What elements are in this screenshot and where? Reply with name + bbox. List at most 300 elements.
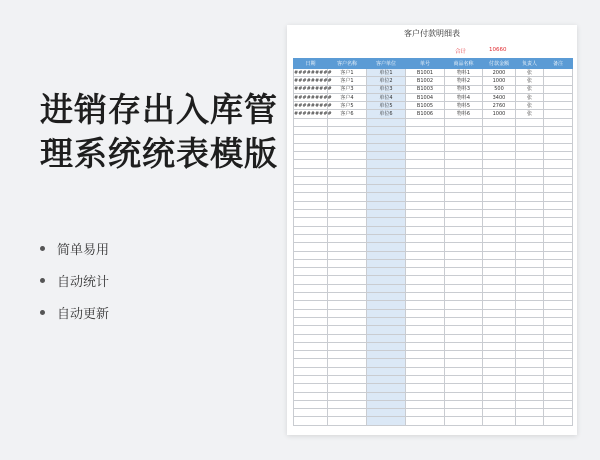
table-cell[interactable]: 客户5 — [328, 102, 367, 110]
column-header[interactable]: 商品名称 — [445, 59, 483, 69]
table-cell[interactable] — [483, 293, 516, 301]
table-cell[interactable]: 客户3 — [328, 85, 367, 93]
table-cell[interactable] — [516, 218, 544, 226]
table-cell[interactable] — [516, 268, 544, 276]
table-cell[interactable] — [406, 301, 445, 309]
table-cell[interactable] — [516, 210, 544, 218]
table-cell[interactable] — [544, 293, 573, 301]
table-cell[interactable] — [367, 375, 406, 383]
table-cell[interactable] — [483, 193, 516, 201]
table-cell[interactable] — [516, 276, 544, 284]
table-cell[interactable] — [483, 326, 516, 334]
table-cell[interactable]: 张 — [516, 69, 544, 77]
table-cell[interactable] — [406, 268, 445, 276]
table-cell[interactable] — [516, 367, 544, 375]
table-cell[interactable] — [445, 392, 483, 400]
table-cell[interactable] — [516, 375, 544, 383]
table-cell[interactable] — [544, 351, 573, 359]
table-cell[interactable] — [406, 293, 445, 301]
table-cell[interactable] — [516, 151, 544, 159]
table-cell[interactable] — [328, 259, 367, 267]
table-cell[interactable] — [294, 160, 328, 168]
table-cell[interactable] — [544, 201, 573, 209]
table-cell[interactable] — [328, 359, 367, 367]
table-cell[interactable] — [406, 176, 445, 184]
table-cell[interactable] — [516, 417, 544, 425]
table-cell[interactable] — [544, 284, 573, 292]
column-header[interactable]: 客户名称 — [328, 59, 367, 69]
table-cell[interactable] — [445, 218, 483, 226]
table-cell[interactable]: B1003 — [406, 85, 445, 93]
table-cell[interactable] — [367, 168, 406, 176]
table-cell[interactable] — [544, 102, 573, 110]
table-cell[interactable]: ######### — [294, 111, 332, 118]
table-cell[interactable] — [367, 284, 406, 292]
table-cell[interactable] — [328, 218, 367, 226]
table-cell[interactable] — [544, 375, 573, 383]
table-cell[interactable] — [483, 160, 516, 168]
table-cell[interactable] — [483, 176, 516, 184]
table-cell[interactable]: 物料2 — [445, 77, 483, 85]
table-cell[interactable] — [328, 193, 367, 201]
table-cell[interactable] — [544, 143, 573, 151]
table-cell[interactable]: 1000 — [483, 110, 516, 118]
table-cell[interactable] — [483, 417, 516, 425]
table-cell[interactable] — [445, 160, 483, 168]
column-header[interactable]: 单号 — [406, 59, 445, 69]
table-cell[interactable] — [328, 417, 367, 425]
table-cell[interactable] — [445, 309, 483, 317]
table-cell[interactable] — [483, 127, 516, 135]
table-cell[interactable] — [516, 135, 544, 143]
table-cell[interactable] — [483, 251, 516, 259]
table-cell[interactable] — [294, 234, 328, 242]
table-cell[interactable] — [483, 168, 516, 176]
table-cell[interactable] — [483, 243, 516, 251]
table-cell[interactable] — [406, 160, 445, 168]
table-cell[interactable] — [367, 243, 406, 251]
table-cell[interactable] — [483, 409, 516, 417]
table-cell[interactable] — [445, 400, 483, 408]
table-cell[interactable] — [406, 251, 445, 259]
table-cell[interactable] — [445, 284, 483, 292]
table-cell[interactable]: ######### — [294, 69, 332, 76]
table-cell[interactable] — [483, 151, 516, 159]
table-cell[interactable] — [445, 135, 483, 143]
table-cell[interactable] — [544, 234, 573, 242]
table-cell[interactable] — [328, 160, 367, 168]
table-cell[interactable] — [544, 218, 573, 226]
table-cell[interactable] — [516, 259, 544, 267]
table-cell[interactable] — [367, 226, 406, 234]
table-cell[interactable] — [406, 218, 445, 226]
table-cell[interactable] — [516, 400, 544, 408]
table-cell[interactable] — [294, 185, 328, 193]
table-cell[interactable] — [406, 400, 445, 408]
table-cell[interactable] — [294, 127, 328, 135]
table-cell[interactable] — [516, 226, 544, 234]
table-cell[interactable] — [544, 226, 573, 234]
table-cell[interactable] — [367, 193, 406, 201]
column-header[interactable]: 付款金额 — [483, 59, 516, 69]
table-cell[interactable] — [294, 375, 328, 383]
table-cell[interactable] — [445, 193, 483, 201]
table-cell[interactable] — [367, 118, 406, 126]
table-cell[interactable] — [445, 367, 483, 375]
table-cell[interactable] — [367, 259, 406, 267]
table-cell[interactable] — [328, 268, 367, 276]
table-cell[interactable] — [483, 359, 516, 367]
table-cell[interactable] — [328, 226, 367, 234]
table-cell[interactable]: 500 — [483, 85, 516, 93]
table-cell[interactable]: 单位3 — [367, 85, 406, 93]
table-cell[interactable] — [544, 259, 573, 267]
table-cell[interactable] — [328, 201, 367, 209]
table-cell[interactable] — [367, 210, 406, 218]
table-cell[interactable]: 2000 — [483, 69, 516, 77]
table-cell[interactable] — [367, 359, 406, 367]
table-cell[interactable] — [367, 160, 406, 168]
table-cell[interactable] — [367, 143, 406, 151]
table-cell[interactable] — [445, 359, 483, 367]
table-cell[interactable] — [483, 185, 516, 193]
table-cell[interactable] — [367, 234, 406, 242]
column-header[interactable]: 客户单位 — [367, 59, 406, 69]
table-cell[interactable] — [483, 309, 516, 317]
table-cell[interactable] — [367, 384, 406, 392]
table-cell[interactable] — [483, 268, 516, 276]
table-cell[interactable] — [294, 384, 328, 392]
table-cell[interactable] — [544, 160, 573, 168]
table-cell[interactable] — [328, 168, 367, 176]
table-cell[interactable] — [367, 293, 406, 301]
table-cell[interactable] — [483, 276, 516, 284]
table-cell[interactable] — [516, 118, 544, 126]
table-cell[interactable] — [516, 309, 544, 317]
table-cell[interactable] — [367, 351, 406, 359]
table-cell[interactable] — [367, 135, 406, 143]
table-cell[interactable] — [294, 251, 328, 259]
table-cell[interactable] — [294, 210, 328, 218]
table-cell[interactable] — [544, 317, 573, 325]
table-cell[interactable] — [294, 309, 328, 317]
table-cell[interactable] — [406, 309, 445, 317]
table-cell[interactable] — [406, 210, 445, 218]
column-header[interactable]: 负责人 — [516, 59, 544, 69]
table-cell[interactable] — [367, 309, 406, 317]
table-cell[interactable] — [328, 375, 367, 383]
table-cell[interactable] — [294, 301, 328, 309]
table-cell[interactable] — [367, 392, 406, 400]
table-cell[interactable] — [483, 317, 516, 325]
table-cell[interactable]: 物料1 — [445, 69, 483, 77]
table-cell[interactable] — [294, 276, 328, 284]
table-cell[interactable] — [483, 135, 516, 143]
table-cell[interactable] — [544, 309, 573, 317]
table-cell[interactable] — [483, 201, 516, 209]
table-cell[interactable] — [406, 367, 445, 375]
table-cell[interactable] — [483, 367, 516, 375]
table-cell[interactable] — [328, 251, 367, 259]
table-cell[interactable] — [328, 351, 367, 359]
table-cell[interactable] — [406, 243, 445, 251]
table-cell[interactable] — [294, 168, 328, 176]
table-cell[interactable] — [367, 151, 406, 159]
table-cell[interactable]: 张 — [516, 110, 544, 118]
table-cell[interactable] — [367, 334, 406, 342]
table-cell[interactable]: B1006 — [406, 110, 445, 118]
table-cell[interactable]: ######### — [294, 94, 332, 101]
table-cell[interactable] — [406, 417, 445, 425]
table-cell[interactable]: B1004 — [406, 93, 445, 101]
table-cell[interactable] — [516, 293, 544, 301]
table-cell[interactable]: 客户1 — [328, 69, 367, 77]
table-cell[interactable] — [516, 168, 544, 176]
table-cell[interactable] — [367, 201, 406, 209]
table-cell[interactable] — [294, 268, 328, 276]
table-cell[interactable] — [544, 77, 573, 85]
table-cell[interactable]: ######### — [294, 86, 332, 93]
table-cell[interactable] — [328, 334, 367, 342]
table-cell[interactable] — [516, 284, 544, 292]
table-cell[interactable] — [294, 293, 328, 301]
table-cell[interactable]: 1000 — [483, 77, 516, 85]
table-cell[interactable] — [516, 143, 544, 151]
table-cell[interactable] — [294, 284, 328, 292]
table-cell[interactable] — [483, 400, 516, 408]
table-cell[interactable] — [544, 384, 573, 392]
table-cell[interactable]: 物料5 — [445, 102, 483, 110]
table-cell[interactable] — [516, 392, 544, 400]
table-cell[interactable] — [445, 301, 483, 309]
table-cell[interactable] — [406, 201, 445, 209]
table-cell[interactable] — [367, 400, 406, 408]
table-cell[interactable] — [328, 326, 367, 334]
table-cell[interactable] — [406, 151, 445, 159]
column-header[interactable]: 日期 — [294, 59, 328, 69]
table-cell[interactable] — [445, 234, 483, 242]
table-cell[interactable] — [483, 284, 516, 292]
table-cell[interactable] — [445, 127, 483, 135]
table-cell[interactable] — [445, 118, 483, 126]
table-cell[interactable] — [544, 367, 573, 375]
table-cell[interactable] — [294, 243, 328, 251]
table-cell[interactable] — [328, 234, 367, 242]
table-cell[interactable] — [406, 234, 445, 242]
table-cell[interactable] — [516, 301, 544, 309]
table-cell[interactable] — [406, 276, 445, 284]
table-cell[interactable] — [294, 118, 328, 126]
table-cell[interactable] — [445, 293, 483, 301]
table-cell[interactable] — [445, 268, 483, 276]
table-cell[interactable] — [328, 392, 367, 400]
table-cell[interactable] — [406, 384, 445, 392]
table-cell[interactable] — [367, 268, 406, 276]
table-cell[interactable]: 物料4 — [445, 93, 483, 101]
table-cell[interactable] — [544, 185, 573, 193]
table-cell[interactable] — [367, 218, 406, 226]
table-cell[interactable] — [445, 317, 483, 325]
table-cell[interactable] — [445, 334, 483, 342]
table-cell[interactable]: 3400 — [483, 93, 516, 101]
table-cell[interactable] — [544, 176, 573, 184]
table-cell[interactable] — [294, 417, 328, 425]
table-cell[interactable] — [516, 326, 544, 334]
table-cell[interactable] — [483, 210, 516, 218]
table-cell[interactable] — [328, 309, 367, 317]
table-cell[interactable] — [445, 185, 483, 193]
table-cell[interactable] — [367, 367, 406, 375]
table-cell[interactable] — [544, 93, 573, 101]
table-cell[interactable] — [516, 160, 544, 168]
table-cell[interactable] — [294, 317, 328, 325]
table-cell[interactable] — [544, 400, 573, 408]
table-cell[interactable] — [544, 342, 573, 350]
table-cell[interactable] — [367, 276, 406, 284]
table-cell[interactable] — [516, 351, 544, 359]
table-cell[interactable] — [328, 118, 367, 126]
table-cell[interactable] — [328, 127, 367, 135]
table-cell[interactable] — [367, 176, 406, 184]
table-cell[interactable] — [406, 317, 445, 325]
table-cell[interactable] — [328, 151, 367, 159]
table-cell[interactable] — [544, 334, 573, 342]
table-cell[interactable] — [328, 276, 367, 284]
table-cell[interactable] — [328, 301, 367, 309]
table-cell[interactable]: 张 — [516, 93, 544, 101]
table-cell[interactable] — [516, 342, 544, 350]
table-cell[interactable]: 物料6 — [445, 110, 483, 118]
table-cell[interactable] — [328, 243, 367, 251]
table-cell[interactable]: 客户6 — [328, 110, 367, 118]
table-cell[interactable]: 单位4 — [367, 93, 406, 101]
table-cell[interactable] — [328, 367, 367, 375]
table-cell[interactable] — [544, 276, 573, 284]
table-cell[interactable] — [406, 342, 445, 350]
table-cell[interactable] — [367, 342, 406, 350]
table-cell[interactable] — [544, 210, 573, 218]
table-cell[interactable]: B1002 — [406, 77, 445, 85]
table-cell[interactable] — [544, 168, 573, 176]
table-cell[interactable] — [406, 375, 445, 383]
table-cell[interactable] — [445, 375, 483, 383]
table-cell[interactable] — [445, 243, 483, 251]
table-cell[interactable] — [544, 326, 573, 334]
table-cell[interactable] — [406, 135, 445, 143]
table-cell[interactable]: B1001 — [406, 69, 445, 77]
table-cell[interactable] — [445, 176, 483, 184]
table-cell[interactable] — [544, 251, 573, 259]
table-cell[interactable]: 张 — [516, 85, 544, 93]
table-cell[interactable] — [294, 151, 328, 159]
table-cell[interactable] — [328, 143, 367, 151]
table-cell[interactable] — [544, 135, 573, 143]
table-cell[interactable] — [406, 359, 445, 367]
table-cell[interactable] — [367, 185, 406, 193]
table-cell[interactable] — [445, 210, 483, 218]
table-cell[interactable] — [294, 135, 328, 143]
table-cell[interactable] — [406, 127, 445, 135]
table-cell[interactable] — [516, 193, 544, 201]
table-cell[interactable]: 2760 — [483, 102, 516, 110]
table-cell[interactable]: ######### — [294, 77, 332, 84]
table-cell[interactable] — [516, 127, 544, 135]
table-cell[interactable] — [516, 243, 544, 251]
table-cell[interactable] — [483, 301, 516, 309]
table-cell[interactable] — [406, 351, 445, 359]
table-cell[interactable]: 单位2 — [367, 77, 406, 85]
table-cell[interactable] — [328, 317, 367, 325]
table-cell[interactable] — [483, 342, 516, 350]
table-cell[interactable] — [483, 218, 516, 226]
table-cell[interactable] — [445, 351, 483, 359]
column-header[interactable]: 备注 — [544, 59, 573, 69]
table-cell[interactable] — [328, 384, 367, 392]
table-cell[interactable]: B1005 — [406, 102, 445, 110]
table-cell[interactable]: 张 — [516, 77, 544, 85]
table-cell[interactable] — [445, 151, 483, 159]
table-cell[interactable] — [294, 143, 328, 151]
table-cell[interactable] — [483, 384, 516, 392]
table-cell[interactable] — [516, 409, 544, 417]
table-cell[interactable] — [516, 201, 544, 209]
table-cell[interactable] — [544, 301, 573, 309]
table-cell[interactable] — [445, 417, 483, 425]
table-cell[interactable] — [367, 127, 406, 135]
table-cell[interactable] — [294, 193, 328, 201]
table-cell[interactable] — [328, 342, 367, 350]
table-cell[interactable] — [367, 417, 406, 425]
table-cell[interactable] — [367, 251, 406, 259]
table-cell[interactable] — [544, 110, 573, 118]
table-cell[interactable] — [328, 293, 367, 301]
table-cell[interactable] — [294, 359, 328, 367]
table-cell[interactable] — [445, 384, 483, 392]
table-cell[interactable] — [483, 375, 516, 383]
table-cell[interactable] — [516, 251, 544, 259]
table-cell[interactable] — [544, 409, 573, 417]
table-cell[interactable] — [445, 409, 483, 417]
table-cell[interactable] — [294, 201, 328, 209]
table-cell[interactable] — [328, 409, 367, 417]
table-cell[interactable] — [294, 176, 328, 184]
table-cell[interactable] — [544, 85, 573, 93]
table-cell[interactable] — [406, 326, 445, 334]
table-cell[interactable] — [516, 185, 544, 193]
table-cell[interactable]: 客户1 — [328, 77, 367, 85]
table-cell[interactable] — [483, 351, 516, 359]
table-cell[interactable] — [406, 193, 445, 201]
table-cell[interactable] — [445, 201, 483, 209]
table-cell[interactable] — [328, 400, 367, 408]
table-cell[interactable] — [294, 334, 328, 342]
table-cell[interactable]: 单位6 — [367, 110, 406, 118]
table-cell[interactable] — [406, 392, 445, 400]
table-cell[interactable] — [544, 268, 573, 276]
table-cell[interactable] — [483, 118, 516, 126]
table-cell[interactable]: 单位5 — [367, 102, 406, 110]
table-cell[interactable] — [294, 342, 328, 350]
table-cell[interactable] — [406, 409, 445, 417]
table-cell[interactable] — [328, 135, 367, 143]
table-cell[interactable] — [544, 243, 573, 251]
table-cell[interactable] — [544, 417, 573, 425]
table-cell[interactable] — [483, 392, 516, 400]
table-cell[interactable] — [406, 143, 445, 151]
table-cell[interactable] — [294, 326, 328, 334]
table-cell[interactable] — [445, 342, 483, 350]
table-cell[interactable] — [516, 234, 544, 242]
